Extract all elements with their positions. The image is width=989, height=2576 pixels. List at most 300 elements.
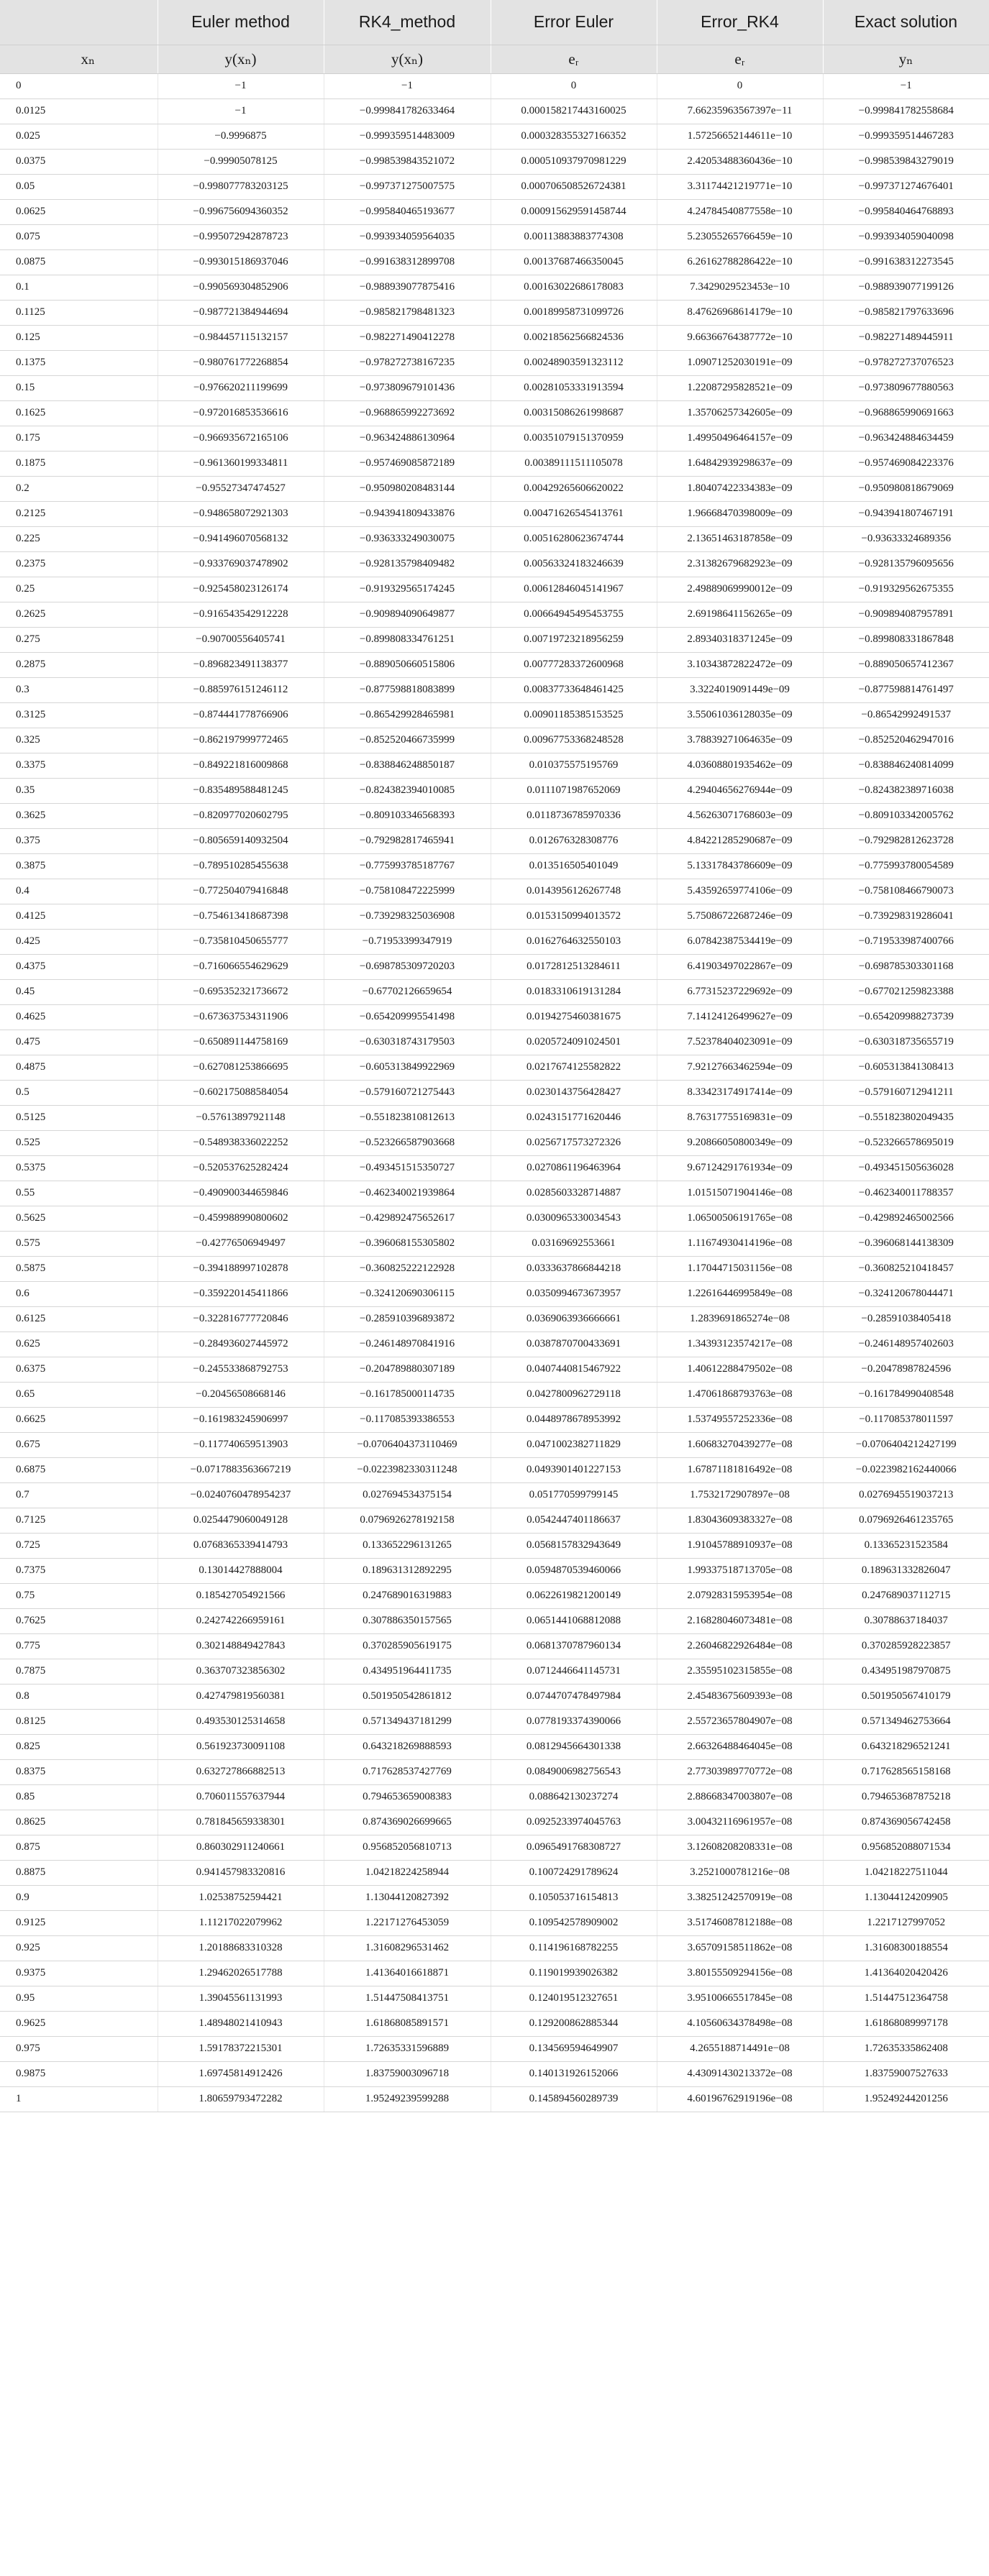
cell-error-rk4: 1.83043609383327e−08 <box>657 1508 823 1533</box>
cell-exact: 0.0276945519037213 <box>823 1482 989 1508</box>
cell-rk4: 0.956852056810713 <box>324 1835 491 1860</box>
cell-euler: −0.99905078125 <box>158 149 324 174</box>
cell-euler: 0.185427054921566 <box>158 1583 324 1608</box>
table-row <box>0 1030 989 1055</box>
cell-xn: 0.7875 <box>0 1659 158 1684</box>
cell-euler: −0.20456508668146 <box>158 1382 324 1407</box>
cell-xn: 0.625 <box>0 1331 158 1357</box>
cell-rk4: 0.794653659008383 <box>324 1784 491 1810</box>
table-row <box>0 2011 989 2036</box>
cell-error-euler: 0.0217674125582822 <box>491 1055 657 1080</box>
cell-error-rk4: 3.10343872822472e−09 <box>657 652 823 677</box>
cell-error-rk4: 6.26162788286422e−10 <box>657 249 823 275</box>
cell-error-euler: 0.0812945664301338 <box>491 1734 657 1759</box>
cell-xn: 0.7125 <box>0 1508 158 1533</box>
table-row <box>0 526 989 551</box>
table-row <box>0 300 989 325</box>
table-header <box>0 0 989 73</box>
cell-error-euler: 0.0118736785970336 <box>491 803 657 828</box>
cell-error-rk4: 1.57256652144611e−10 <box>657 124 823 149</box>
cell-xn: 0.0875 <box>0 249 158 275</box>
cell-euler: 0.427479819560381 <box>158 1684 324 1709</box>
table-row <box>0 476 989 501</box>
cell-xn: 0.9625 <box>0 2011 158 2036</box>
table-row <box>0 501 989 526</box>
cell-xn: 0.8875 <box>0 1860 158 1885</box>
cell-error-euler: 0.0256717573272326 <box>491 1130 657 1155</box>
symbol-exact: yₙ <box>823 45 989 73</box>
cell-xn: 0.2375 <box>0 551 158 577</box>
cell-error-euler: 0.0230143756428427 <box>491 1080 657 1105</box>
cell-xn: 0.9875 <box>0 2061 158 2086</box>
cell-rk4: 0.133652296131265 <box>324 1533 491 1558</box>
cell-exact: −0.523266578695019 <box>823 1130 989 1155</box>
cell-error-rk4: 7.66235963567397e−11 <box>657 98 823 124</box>
cell-exact: −0.963424884634459 <box>823 426 989 451</box>
cell-xn: 0.425 <box>0 929 158 954</box>
cell-rk4: −0.71953399347919 <box>324 929 491 954</box>
table-row <box>0 451 989 476</box>
cell-xn: 0.05 <box>0 174 158 199</box>
table-row <box>0 1130 989 1155</box>
cell-rk4: −0.957469085872189 <box>324 451 491 476</box>
cell-xn: 0.6625 <box>0 1407 158 1432</box>
cell-rk4: −0.998539843521072 <box>324 149 491 174</box>
cell-rk4: −0.899808334761251 <box>324 627 491 652</box>
table-row <box>0 149 989 174</box>
table-row <box>0 1860 989 1885</box>
table-row <box>0 577 989 602</box>
cell-xn: 0.35 <box>0 778 158 803</box>
cell-euler: −0.673637534311906 <box>158 1004 324 1030</box>
table-row <box>0 1961 989 1986</box>
cell-error-rk4: 5.13317843786609e−09 <box>657 853 823 879</box>
cell-xn: 0.475 <box>0 1030 158 1055</box>
cell-rk4: 0.717628537427769 <box>324 1759 491 1784</box>
cell-euler: 0.0768365339414793 <box>158 1533 324 1558</box>
cell-rk4: 0.874369026699665 <box>324 1810 491 1835</box>
cell-euler: −0.0240760478954237 <box>158 1482 324 1508</box>
cell-xn: 0.2 <box>0 476 158 501</box>
cell-exact: −0.809103342005762 <box>823 803 989 828</box>
cell-rk4: 0.0796926278192158 <box>324 1508 491 1533</box>
cell-exact: −0.792982812623728 <box>823 828 989 853</box>
cell-error-euler: 0.051770599799145 <box>491 1482 657 1508</box>
cell-rk4: −0.204789880307189 <box>324 1357 491 1382</box>
cell-exact: 1.41364020420426 <box>823 1961 989 1986</box>
header-error-rk4: Error_RK4 <box>657 0 823 45</box>
cell-xn: 0.95 <box>0 1986 158 2011</box>
cell-euler: −0.245533868792753 <box>158 1357 324 1382</box>
cell-xn: 0.675 <box>0 1432 158 1457</box>
cell-euler: 1.80659793472282 <box>158 2086 324 2112</box>
cell-euler: −0.896823491138377 <box>158 652 324 677</box>
cell-error-rk4: 1.80407422334383e−09 <box>657 476 823 501</box>
cell-exact: −0.889050657412367 <box>823 652 989 677</box>
cell-error-rk4: 1.99337518713705e−08 <box>657 1558 823 1583</box>
cell-xn: 0.2625 <box>0 602 158 627</box>
table-row <box>0 929 989 954</box>
cell-xn: 0.6 <box>0 1281 158 1306</box>
cell-error-rk4: 5.23055265766459e−10 <box>657 224 823 249</box>
cell-rk4: −0.865429928465981 <box>324 702 491 728</box>
cell-error-rk4: 2.26046822926484e−08 <box>657 1633 823 1659</box>
cell-error-rk4: 2.35595102315855e−08 <box>657 1659 823 1684</box>
cell-xn: 0.4 <box>0 879 158 904</box>
cell-error-rk4: 2.77303989770772e−08 <box>657 1759 823 1784</box>
table-row <box>0 1105 989 1130</box>
cell-rk4: −0.852520466735999 <box>324 728 491 753</box>
cell-euler: −0.996756094360352 <box>158 199 324 224</box>
cell-rk4: −0.943941809433876 <box>324 501 491 526</box>
cell-error-euler: 0.109542578909002 <box>491 1910 657 1935</box>
cell-error-euler: 0.0542447401186637 <box>491 1508 657 1533</box>
cell-exact: −0.462340011788357 <box>823 1181 989 1206</box>
cell-euler: −0.716066554629629 <box>158 954 324 979</box>
table-row <box>0 1684 989 1709</box>
cell-rk4: −0.993934059564035 <box>324 224 491 249</box>
cell-xn: 0.975 <box>0 2036 158 2061</box>
table-row <box>0 2061 989 2086</box>
table-row <box>0 2036 989 2061</box>
cell-error-rk4: 2.66326488464045e−08 <box>657 1734 823 1759</box>
cell-exact: −0.0223982162440066 <box>823 1457 989 1482</box>
cell-error-euler: 0.0849006982756543 <box>491 1759 657 1784</box>
cell-rk4: −0.0706404373110469 <box>324 1432 491 1457</box>
cell-error-euler: 0.0350994673673957 <box>491 1281 657 1306</box>
cell-rk4: −0.739298325036908 <box>324 904 491 929</box>
cell-error-rk4: 4.2655188714491e−08 <box>657 2036 823 2061</box>
cell-error-euler: 0.0407440815467922 <box>491 1357 657 1382</box>
table-row <box>0 778 989 803</box>
cell-exact: 0.13365231523584 <box>823 1533 989 1558</box>
cell-euler: −0.987721384944694 <box>158 300 324 325</box>
cell-exact: −0.161784990408548 <box>823 1382 989 1407</box>
cell-error-euler: 0.134569594649907 <box>491 2036 657 2061</box>
cell-error-euler: 0.114196168782255 <box>491 1935 657 1961</box>
cell-error-euler: 0.00189958731099726 <box>491 300 657 325</box>
table-row <box>0 1256 989 1281</box>
cell-error-euler: 0.0651441068812088 <box>491 1608 657 1633</box>
table-row <box>0 1810 989 1835</box>
cell-xn: 0.0125 <box>0 98 158 124</box>
cell-xn: 0.3875 <box>0 853 158 879</box>
cell-xn: 0.5625 <box>0 1206 158 1231</box>
table-row <box>0 174 989 199</box>
cell-error-rk4: 4.10560634378498e−08 <box>657 2011 823 2036</box>
cell-rk4: −0.285910396893872 <box>324 1306 491 1331</box>
cell-error-rk4: 4.84221285290687e−09 <box>657 828 823 853</box>
cell-error-rk4: 2.69198641156265e−09 <box>657 602 823 627</box>
cell-exact: −0.324120678044471 <box>823 1281 989 1306</box>
cell-xn: 0.25 <box>0 577 158 602</box>
cell-rk4: 0.571349437181299 <box>324 1709 491 1734</box>
cell-rk4: −0.775993785187767 <box>324 853 491 879</box>
cell-error-rk4: 1.34393123574217e−08 <box>657 1331 823 1357</box>
cell-xn: 0.575 <box>0 1231 158 1256</box>
cell-exact: −0.824382389716038 <box>823 778 989 803</box>
cell-exact: 1.83759007527633 <box>823 2061 989 2086</box>
cell-error-rk4: 1.2839691865274e−08 <box>657 1306 823 1331</box>
cell-error-euler: 0.00429265606620022 <box>491 476 657 501</box>
table-row <box>0 551 989 577</box>
cell-error-rk4: 3.78839271064635e−09 <box>657 728 823 753</box>
cell-error-euler: 0.124019512327651 <box>491 1986 657 2011</box>
cell-rk4: −0.579160721275443 <box>324 1080 491 1105</box>
table-row <box>0 627 989 652</box>
cell-xn: 0.55 <box>0 1181 158 1206</box>
cell-exact: −0.605313841308413 <box>823 1055 989 1080</box>
table-row <box>0 954 989 979</box>
cell-error-euler: 0.00248903591323112 <box>491 350 657 375</box>
cell-euler: 0.781845659338301 <box>158 1810 324 1835</box>
cell-exact: −0.677021259823388 <box>823 979 989 1004</box>
cell-exact: −0.985821797633696 <box>823 300 989 325</box>
table-row <box>0 249 989 275</box>
cell-rk4: 0.247689016319883 <box>324 1583 491 1608</box>
table-row <box>0 2086 989 2112</box>
cell-xn: 0.3125 <box>0 702 158 728</box>
cell-rk4: −0.991638312899708 <box>324 249 491 275</box>
cell-exact: −0.997371274676401 <box>823 174 989 199</box>
table-row <box>0 1910 989 1935</box>
cell-euler: 0.860302911240661 <box>158 1835 324 1860</box>
cell-euler: −0.650891144758169 <box>158 1030 324 1055</box>
cell-exact: −0.0706404212427199 <box>823 1432 989 1457</box>
cell-rk4: 1.22171276453059 <box>324 1910 491 1935</box>
cell-xn: 0.9125 <box>0 1910 158 1935</box>
cell-error-euler: 0.0681370787960134 <box>491 1633 657 1659</box>
cell-error-euler: 0.03169692553661 <box>491 1231 657 1256</box>
cell-rk4: −0.824382394010085 <box>324 778 491 803</box>
cell-euler: 1.02538752594421 <box>158 1885 324 1910</box>
cell-error-rk4: 2.07928315953954e−08 <box>657 1583 823 1608</box>
cell-error-euler: 0.00967753368248528 <box>491 728 657 753</box>
cell-error-rk4: 8.76317755169831e−09 <box>657 1105 823 1130</box>
table-row <box>0 879 989 904</box>
cell-error-euler: 0.00113883883774308 <box>491 224 657 249</box>
table-row <box>0 1231 989 1256</box>
cell-xn: 0.8 <box>0 1684 158 1709</box>
cell-euler: −0.9996875 <box>158 124 324 149</box>
cell-euler: 1.20188683310328 <box>158 1935 324 1961</box>
cell-exact: −0.991638312273545 <box>823 249 989 275</box>
cell-error-rk4: 2.42053488360436e−10 <box>657 149 823 174</box>
cell-rk4: 0.434951964411735 <box>324 1659 491 1684</box>
cell-error-rk4: 1.01515071904146e−08 <box>657 1181 823 1206</box>
cell-euler: −0.916543542912228 <box>158 602 324 627</box>
cell-rk4: −0.997371275007575 <box>324 174 491 199</box>
cell-xn: 0.1875 <box>0 451 158 476</box>
cell-euler: −0.42776506949497 <box>158 1231 324 1256</box>
cell-euler: 1.39045561131993 <box>158 1986 324 2011</box>
cell-error-euler: 0.00471626545413761 <box>491 501 657 526</box>
cell-xn: 0.65 <box>0 1382 158 1407</box>
cell-euler: 0.0254479060049128 <box>158 1508 324 1533</box>
table-row <box>0 1784 989 1810</box>
table-row <box>0 1709 989 1734</box>
cell-exact: −0.998539843279019 <box>823 149 989 174</box>
cell-rk4: −0.978272738167235 <box>324 350 491 375</box>
cell-xn: 0.1125 <box>0 300 158 325</box>
cell-error-rk4: 1.91045788910937e−08 <box>657 1533 823 1558</box>
cell-euler: −0.161983245906997 <box>158 1407 324 1432</box>
cell-error-euler: 0.129200862885344 <box>491 2011 657 2036</box>
cell-rk4: −0.999841782633464 <box>324 98 491 124</box>
cell-rk4: −0.758108472225999 <box>324 879 491 904</box>
cell-xn: 0.8125 <box>0 1709 158 1734</box>
cell-error-rk4: 4.56263071768603e−09 <box>657 803 823 828</box>
cell-euler: 0.493530125314658 <box>158 1709 324 1734</box>
header-error-euler: Error Euler <box>491 0 657 45</box>
cell-rk4: −0.809103346568393 <box>324 803 491 828</box>
cell-error-rk4: 2.55723657804907e−08 <box>657 1709 823 1734</box>
cell-rk4: −0.161785000114735 <box>324 1382 491 1407</box>
cell-exact: 1.72635335862408 <box>823 2036 989 2061</box>
cell-xn: 0.9 <box>0 1885 158 1910</box>
cell-euler: 0.363707323856302 <box>158 1659 324 1684</box>
table-row <box>0 1608 989 1633</box>
table-row <box>0 73 989 98</box>
cell-xn: 0.6125 <box>0 1306 158 1331</box>
cell-euler: −0.394188997102878 <box>158 1256 324 1281</box>
cell-xn: 0.175 <box>0 426 158 451</box>
cell-error-rk4: 2.49889069990012e−09 <box>657 577 823 602</box>
cell-error-rk4: 4.24784540877558e−10 <box>657 199 823 224</box>
cell-xn: 0.125 <box>0 325 158 350</box>
cell-error-euler: 0.0471002382711829 <box>491 1432 657 1457</box>
cell-euler: −0.754613418687398 <box>158 904 324 929</box>
cell-euler: −0.117740659513903 <box>158 1432 324 1457</box>
cell-rk4: −0.429892475652617 <box>324 1206 491 1231</box>
cell-error-rk4: 3.80155509294156e−08 <box>657 1961 823 1986</box>
cell-error-rk4: 5.43592659774106e−09 <box>657 879 823 904</box>
cell-euler: −1 <box>158 73 324 98</box>
cell-xn: 0.925 <box>0 1935 158 1961</box>
cell-xn: 0.1375 <box>0 350 158 375</box>
cell-error-rk4: 1.22087295828521e−09 <box>657 375 823 400</box>
cell-rk4: −0.360825222122928 <box>324 1256 491 1281</box>
cell-error-rk4: 7.3429029523453e−10 <box>657 275 823 300</box>
cell-euler: −0.805659140932504 <box>158 828 324 853</box>
cell-error-euler: 0.0243151771620446 <box>491 1105 657 1130</box>
cell-error-euler: 0.0194275460381675 <box>491 1004 657 1030</box>
cell-xn: 0.2125 <box>0 501 158 526</box>
cell-error-rk4: 9.20866050800349e−09 <box>657 1130 823 1155</box>
cell-exact: −0.493451505636028 <box>823 1155 989 1181</box>
cell-xn: 0.6375 <box>0 1357 158 1382</box>
cell-error-rk4: 3.55061036128035e−09 <box>657 702 823 728</box>
cell-euler: −0.933769037478902 <box>158 551 324 577</box>
table-row <box>0 375 989 400</box>
cell-error-euler: 0.0285603328714887 <box>491 1181 657 1206</box>
cell-rk4: −0.67702126659654 <box>324 979 491 1004</box>
table-row <box>0 1986 989 2011</box>
table-row <box>0 350 989 375</box>
cell-error-euler: 0.000915629591458744 <box>491 199 657 224</box>
cell-error-rk4: 2.13651463187858e−09 <box>657 526 823 551</box>
cell-error-rk4: 1.06500506191765e−08 <box>657 1206 823 1231</box>
cell-euler: −0.925458023126174 <box>158 577 324 602</box>
cell-euler: 0.242742266959161 <box>158 1608 324 1633</box>
cell-error-euler: 0.0778193374390066 <box>491 1709 657 1734</box>
cell-exact: −0.968865990691663 <box>823 400 989 426</box>
cell-xn: 0.8375 <box>0 1759 158 1784</box>
cell-error-rk4: 4.43091430213372e−08 <box>657 2061 823 2086</box>
header-blank <box>0 0 158 45</box>
cell-error-rk4: 3.65709158511862e−08 <box>657 1935 823 1961</box>
cell-rk4: −0.523266587903668 <box>324 1130 491 1155</box>
cell-exact: −0.978272737076523 <box>823 350 989 375</box>
cell-error-euler: 0.0427800962729118 <box>491 1382 657 1407</box>
cell-error-euler: 0.119019939026382 <box>491 1961 657 1986</box>
cell-error-rk4: 1.60683270439277e−08 <box>657 1432 823 1457</box>
cell-xn: 0.4625 <box>0 1004 158 1030</box>
cell-rk4: −0.950980208483144 <box>324 476 491 501</box>
cell-euler: 1.59178372215301 <box>158 2036 324 2061</box>
cell-error-rk4: 1.40612288479502e−08 <box>657 1357 823 1382</box>
cell-euler: −1 <box>158 98 324 124</box>
table-row <box>0 426 989 451</box>
cell-exact: −0.28591038405418 <box>823 1306 989 1331</box>
cell-error-rk4: 1.22616446995849e−08 <box>657 1281 823 1306</box>
cell-error-euler: 0.0205724091024501 <box>491 1030 657 1055</box>
table-row <box>0 1206 989 1231</box>
header-euler-method: Euler method <box>158 0 324 45</box>
cell-euler: −0.990569304852906 <box>158 275 324 300</box>
cell-error-euler: 0.00563324183246639 <box>491 551 657 577</box>
cell-error-euler: 0.000510937970981229 <box>491 149 657 174</box>
cell-euler: −0.735810450655777 <box>158 929 324 954</box>
table-row <box>0 1659 989 1684</box>
cell-exact: 1.04218227511044 <box>823 1860 989 1885</box>
cell-error-rk4: 3.95100665517845e−08 <box>657 1986 823 2011</box>
cell-error-rk4: 2.16828046073481e−08 <box>657 1608 823 1633</box>
table-row <box>0 853 989 879</box>
table-row <box>0 702 989 728</box>
cell-xn: 0.1625 <box>0 400 158 426</box>
cell-euler: −0.789510285455638 <box>158 853 324 879</box>
table-row <box>0 753 989 778</box>
cell-euler: −0.0717883563667219 <box>158 1457 324 1482</box>
cell-xn: 0.45 <box>0 979 158 1004</box>
cell-error-euler: 0.0448978678953992 <box>491 1407 657 1432</box>
table-row <box>0 1181 989 1206</box>
cell-euler: −0.627081253866695 <box>158 1055 324 1080</box>
cell-error-rk4: 2.45483675609393e−08 <box>657 1684 823 1709</box>
table-row <box>0 1935 989 1961</box>
cell-rk4: 1.13044120827392 <box>324 1885 491 1910</box>
cell-xn: 0.3 <box>0 677 158 702</box>
cell-rk4: 0.307886350157565 <box>324 1608 491 1633</box>
cell-xn: 0.7625 <box>0 1608 158 1633</box>
cell-exact: 1.61868089997178 <box>823 2011 989 2036</box>
cell-rk4: −0.968865992273692 <box>324 400 491 426</box>
cell-error-euler: 0.0925233974045763 <box>491 1810 657 1835</box>
cell-rk4: −0.246148970841916 <box>324 1331 491 1357</box>
table-row <box>0 1080 989 1105</box>
cell-xn: 0.875 <box>0 1835 158 1860</box>
cell-exact: −0.899808331867848 <box>823 627 989 652</box>
cell-exact: −0.579160712941211 <box>823 1080 989 1105</box>
cell-euler: −0.95527347474527 <box>158 476 324 501</box>
cell-error-rk4: 1.35706257342605e−09 <box>657 400 823 426</box>
cell-exact: 1.13044124209905 <box>823 1885 989 1910</box>
cell-rk4: −0.936333249030075 <box>324 526 491 551</box>
cell-euler: 1.48948021410943 <box>158 2011 324 2036</box>
cell-error-rk4: 1.17044715031156e−08 <box>657 1256 823 1281</box>
cell-error-rk4: 8.47626968614179e−10 <box>657 300 823 325</box>
